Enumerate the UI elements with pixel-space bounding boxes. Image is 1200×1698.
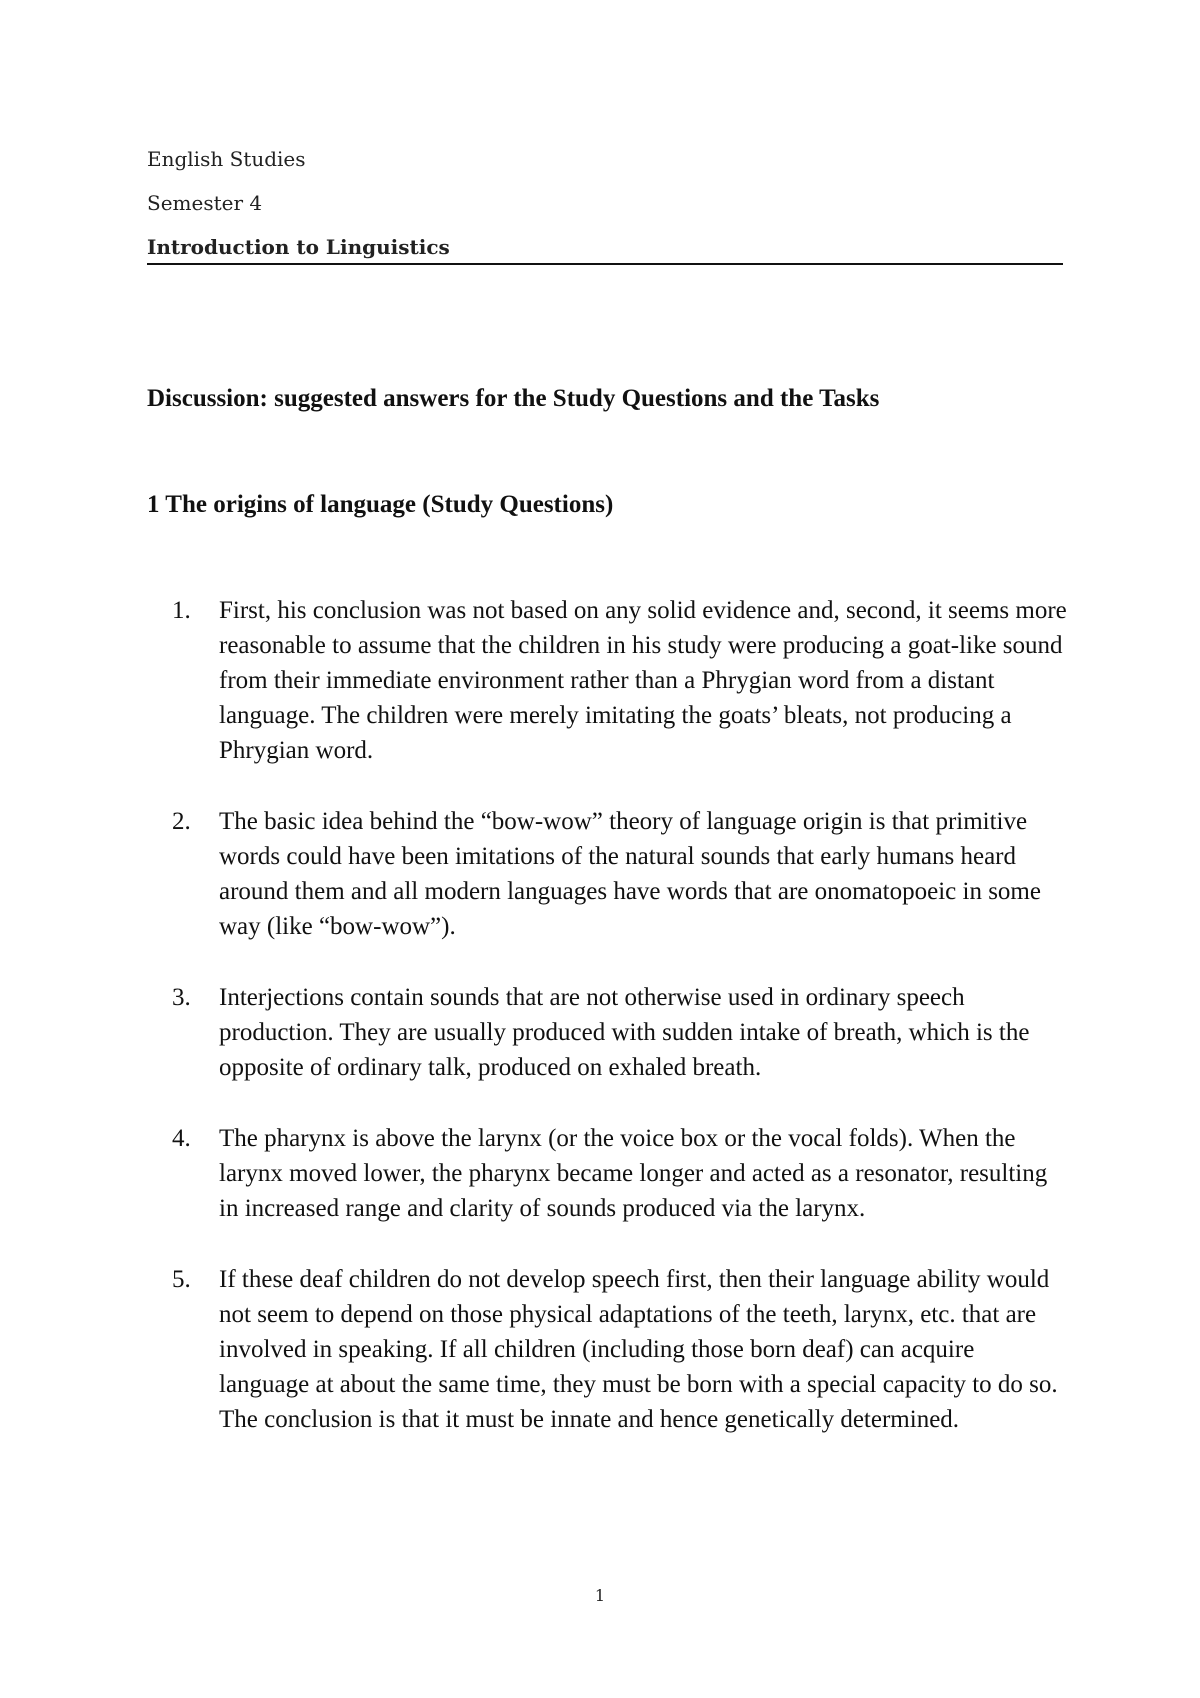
list-item — [0, 804, 1069, 944]
answer-text: The basic idea behind the “bow-wow” theory of language origin is that primitive words could have been imitations of the natural sounds that early humans heard around them and all modern languages have words that are onomatopoeic in some way (like “bow-wow”). — [219, 808, 1041, 940]
answer-text: The pharynx is above the larynx (or the voice box or the vocal folds). When the larynx moved lower, the pharynx became longer and acted as a resonator, resulting in increased range and clarity of sounds produced via the larynx. — [219, 1125, 1048, 1222]
page-number: 1 — [594, 1586, 606, 1605]
semester-label: Semester 4 — [147, 191, 263, 215]
section-title: 1 The origins of language (Study Questions) — [147, 491, 614, 518]
answer-text: Interjections contain sounds that are not otherwise used in ordinary speech production. They are usually produced with sudden intake of breath, which is the opposite of ordinary talk, produced on exhaled breath. — [219, 984, 1030, 1081]
header-divider — [147, 263, 1063, 265]
course-title: Introduction to Linguistics — [147, 235, 450, 259]
discussion-title: Discussion: suggested answers for the Study Questions and the Tasks — [147, 385, 880, 412]
answer-number: 5. — [172, 1266, 191, 1293]
list-item — [0, 1262, 1069, 1437]
answer-number: 1. — [172, 597, 191, 624]
list-item — [0, 1121, 1069, 1226]
answer-list — [0, 593, 1200, 1473]
answer-number: 3. — [172, 984, 191, 1011]
answer-text: First, his conclusion was not based on any solid evidence and, second, it seems more reasonable to assume that the children in his study were producing a goat-like sound from their immediate environment rather than a Phrygian word from a distant language. The children were merely imitating the goats’ bleats, not producing a Phrygian word. — [219, 597, 1067, 764]
list-item — [0, 593, 1069, 768]
program-label: English Studies — [147, 147, 306, 171]
list-item — [0, 980, 1069, 1085]
answer-number: 4. — [172, 1125, 191, 1152]
answer-text: If these deaf children do not develop speech first, then their language ability would not seem to depend on those physical adaptations of the teeth, larynx, etc. that are involved in speaking. If all children (including those born deaf) can acquire language at about the same time, they must be born with a special capacity to do so. The conclusion is that it must be innate and hence genetically determined. — [219, 1266, 1058, 1433]
answer-number: 2. — [172, 808, 191, 835]
